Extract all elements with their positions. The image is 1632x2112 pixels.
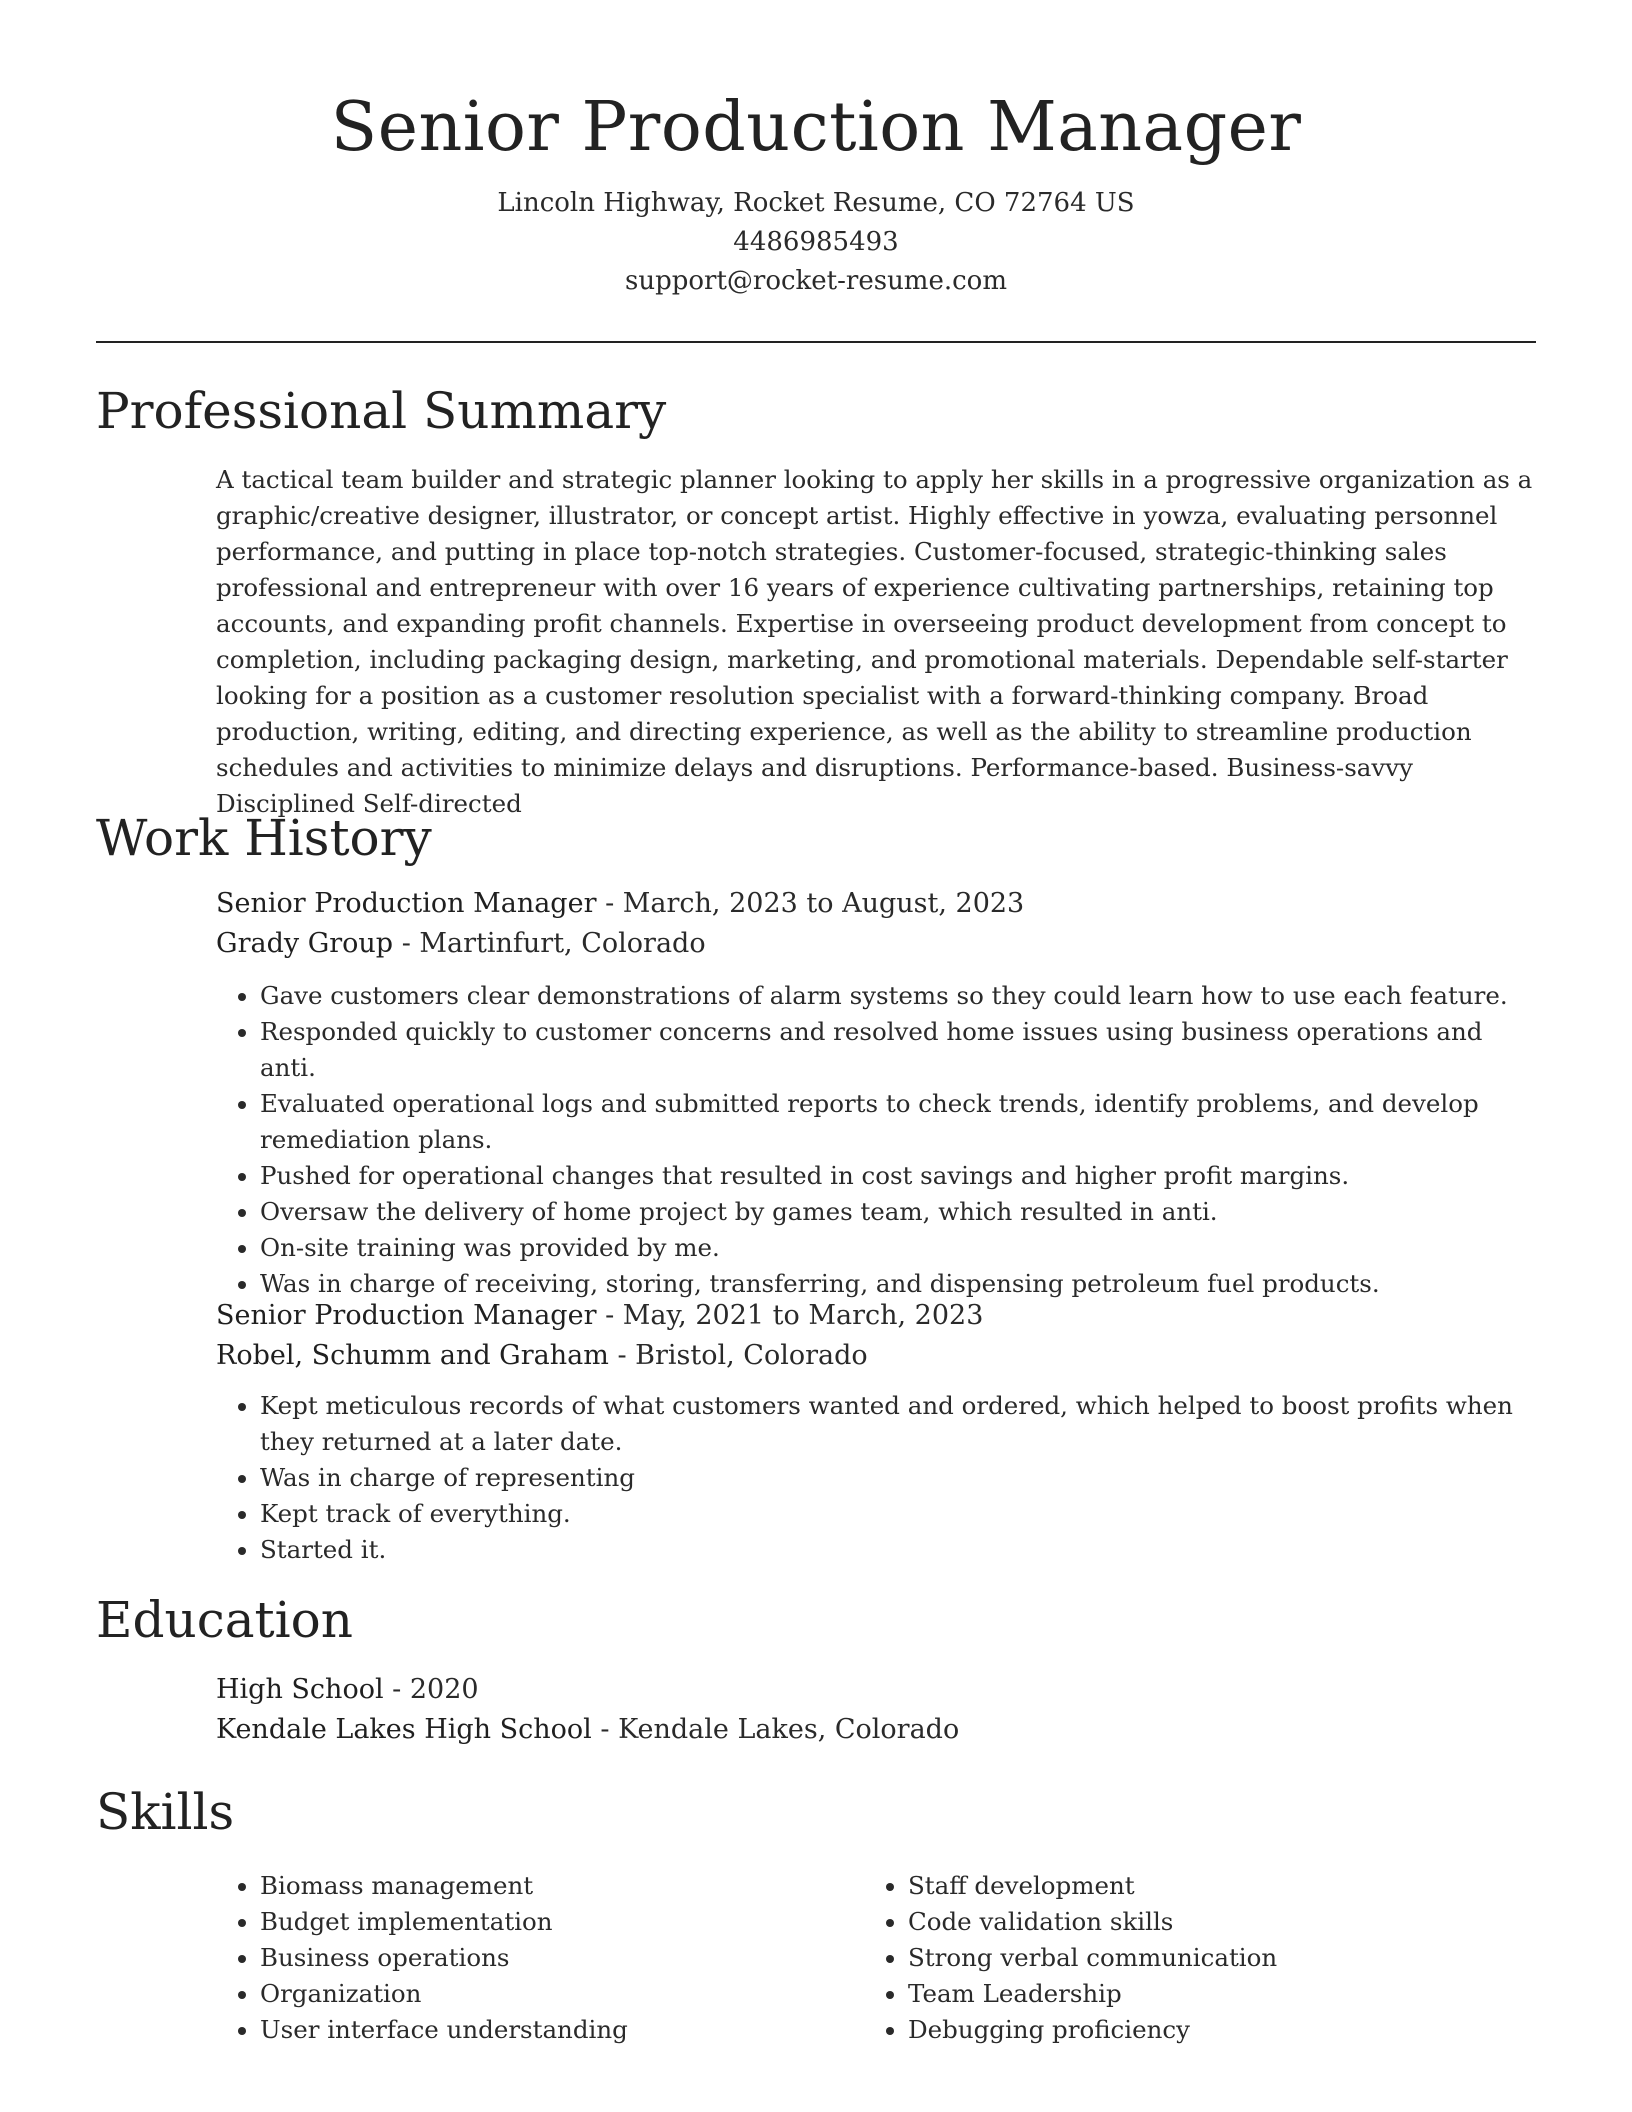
skills-heading: Skills [96,1783,235,1841]
job-role: Senior Production Manager [216,888,597,919]
education-heading: Education [96,1591,353,1649]
resume-header [0,84,1632,301]
contact-phone: 4486985493 [733,227,899,257]
job-role-line [216,884,1536,924]
skill-item: • Code validation skills [908,1904,1464,1940]
job-company-line [216,1336,1536,1376]
skill-item: • Staff development [908,1868,1464,1904]
job-location: - Bristol, Colorado [608,1340,868,1371]
skills-column-left [216,1868,816,2048]
education-entry [216,1670,1536,1750]
job-bullet: • Kept meticulous records of what customers wanted and ordered, which helped to boost profits when they returned at a later date. [260,1388,1536,1460]
skill-item: • Strong verbal communication [908,1940,1464,1976]
job-role-line [216,1296,1536,1336]
education-degree-line [216,1670,1536,1710]
skills-column-right [864,1868,1464,2048]
job-bullet-list [216,1388,1536,1568]
job-bullet-list [216,978,1536,1302]
job-entry [216,1296,1536,1568]
skill-item: • Team Leadership [908,1976,1464,2012]
education-location: - Kendale Lakes, Colorado [591,1714,960,1745]
job-bullet: • Started it. [260,1532,1536,1568]
summary-text: A tactical team builder and strategic planner looking to apply her skills in a progressive organization as a graphic/creative designer, illustrator, or concept artist. Highly effective in yowza, evaluating personnel performance, and putting in place top-notch strategies. Customer-focused, strategic-thinking sales professional and entrepreneur with over 16 years of experience cultivating partnerships, retaining top accounts, and expanding profit channels. Expertise in overseeing product development from concept to completion, including packaging design, marketing, and promotional materials. Dependable self-starter looking for a position as a customer resolution specialist with a forward-thinking company. Broad production, writing, editing, and directing experience, as well as the ability to streamline production schedules and activities to minimize delays and disruptions. Performance-based. Business-savvy Disciplined Self-directed [216,465,1533,818]
job-company: Robel, Schumm and Graham [216,1340,609,1371]
skill-item: • Budget implementation [260,1904,816,1940]
education-school: Kendale Lakes High School [216,1714,592,1745]
job-location: - Martinfurt, Colorado [393,928,706,959]
job-bullet: • On-site training was provided by me. [260,1230,1536,1266]
candidate-title: Senior Production Manager [330,88,1302,167]
skills-list [864,1868,1464,2048]
job-bullet: • Gave customers clear demonstrations of alarm systems so they could learn how to use each feature. [260,978,1536,1014]
education-degree: High School [216,1674,384,1705]
job-dates: - March, 2023 to August, 2023 [596,888,1025,919]
education-school-line [216,1710,1536,1750]
job-bullet: • Evaluated operational logs and submitted reports to check trends, identify problems, and develop remediation plans. [260,1086,1536,1158]
skill-item: • Organization [260,1976,816,2012]
job-company-line [216,924,1536,964]
job-company: Grady Group [216,928,394,959]
job-bullet: • Pushed for operational changes that resulted in cost savings and higher profit margins. [260,1158,1536,1194]
header-divider [96,341,1536,343]
contact-address: Lincoln Highway, Rocket Resume, CO 72764 US [497,188,1135,218]
job-bullet: • Oversaw the delivery of home project by games team, which resulted in anti. [260,1194,1536,1230]
skills-list [216,1868,816,2048]
job-bullet: • Was in charge of receiving, storing, transferring, and dispensing petroleum fuel products. [260,1266,1536,1302]
job-dates: - May, 2021 to March, 2023 [596,1300,984,1331]
work-history-heading: Work History [96,809,432,867]
skill-item: • Business operations [260,1940,816,1976]
skill-item: • Debugging proficiency [908,2012,1464,2048]
skill-item: • Biomass management [260,1868,816,1904]
contact-email: support@rocket-resume.com [624,266,1007,296]
summary-heading: Professional Summary [96,382,667,440]
job-entry [216,884,1536,1302]
job-bullet: • Was in charge of representing [260,1460,1536,1496]
job-bullet: • Kept track of everything. [260,1496,1536,1532]
job-bullet: • Responded quickly to customer concerns and resolved home issues using business operations and anti. [260,1014,1536,1086]
skill-item: • User interface understanding [260,2012,816,2048]
education-year: - 2020 [383,1674,479,1705]
job-role: Senior Production Manager [216,1300,597,1331]
